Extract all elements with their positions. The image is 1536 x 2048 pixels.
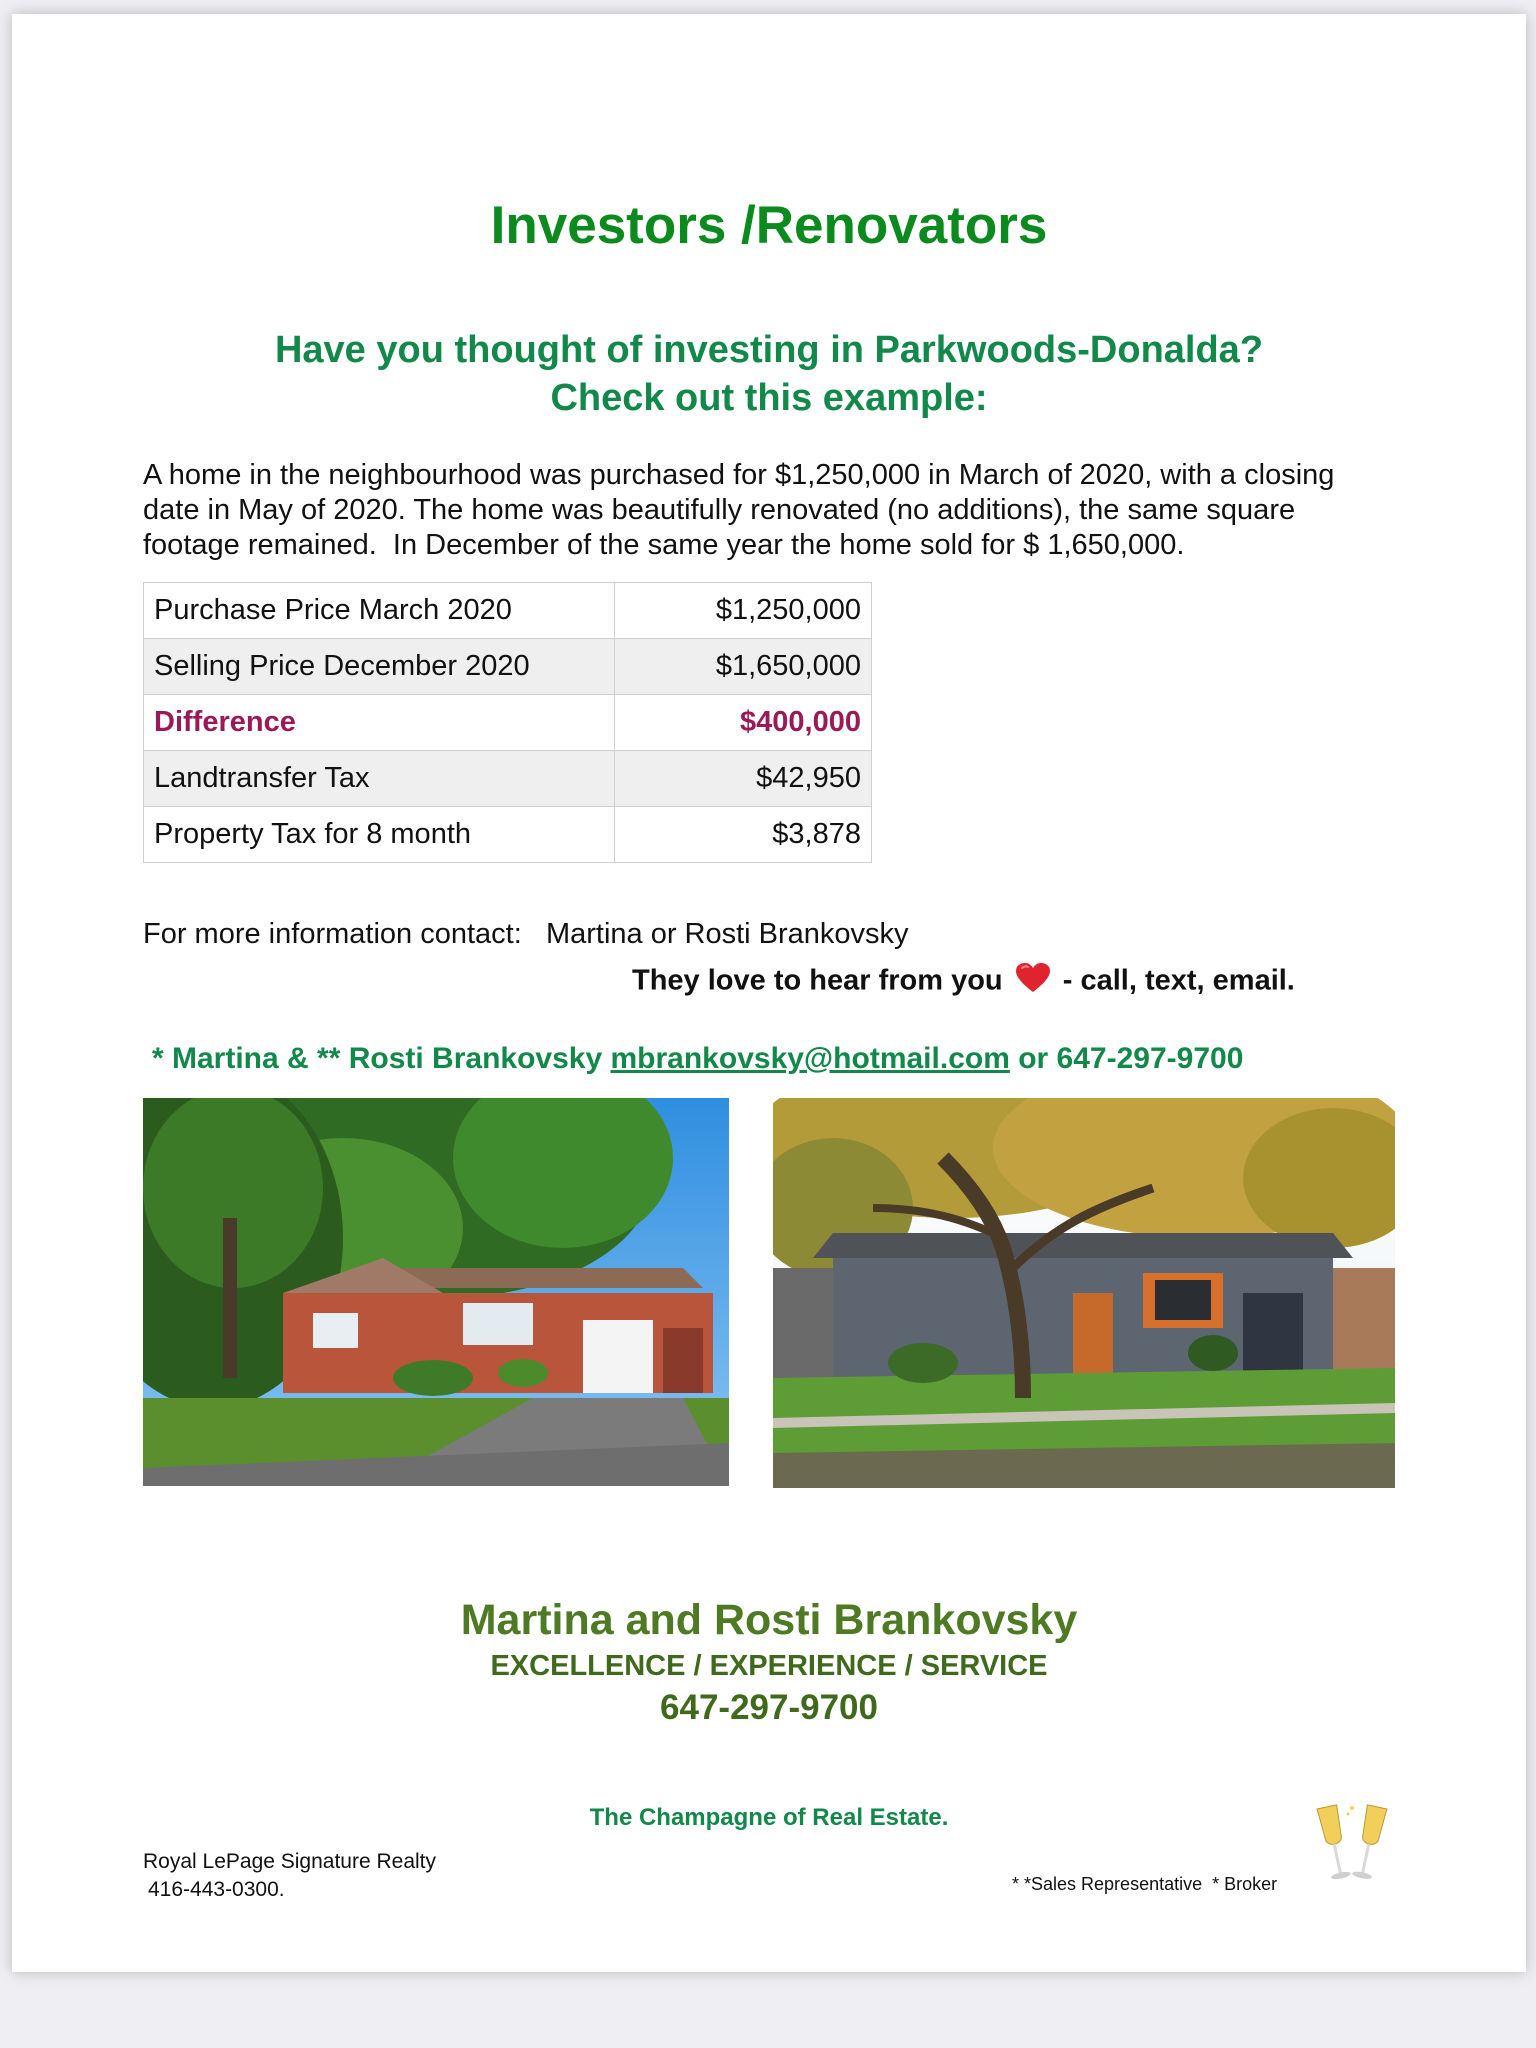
table-value: $1,250,000: [615, 583, 872, 639]
love-text: They love to hear from you: [632, 964, 1003, 997]
heart-icon: [1015, 962, 1051, 1002]
intro-line-2: date in May of 2020. The home was beautifully renovated (no additions), the same square: [143, 494, 1296, 526]
agent-motto: EXCELLENCE / EXPERIENCE / SERVICE: [490, 1650, 1048, 1682]
agent-names: Martina and Rosti Brankovsky: [460, 1596, 1078, 1644]
company-name: Royal LePage Signature Realty: [143, 1850, 437, 1873]
contact-methods: - call, text, email.: [1062, 964, 1295, 997]
house-after-photo: [773, 1098, 1395, 1488]
agent-phone: 647-297-9700: [660, 1688, 878, 1727]
table-label: Difference: [144, 695, 615, 751]
contact-label: For more information contact:: [143, 918, 522, 950]
price-table: [143, 582, 872, 863]
intro-paragraph: [143, 458, 1403, 563]
table-value: $3,878: [615, 807, 872, 863]
email-link[interactable]: mbrankovsky@hotmail.com: [610, 1042, 1010, 1075]
champagne-glasses-icon: [1314, 1800, 1390, 1901]
table-row: [144, 751, 872, 807]
tagline: The Champagne of Real Estate.: [589, 1804, 949, 1831]
email-line-names: * Martina & ** Rosti Brankovsky: [152, 1042, 603, 1075]
intro-line-3: footage remained. In December of the same year the home sold for $ 1,650,000.: [143, 529, 1185, 561]
table-row: [144, 807, 872, 863]
email-line-phone: or 647-297-9700: [1018, 1042, 1244, 1075]
company-phone: 416-443-0300.: [148, 1878, 285, 1901]
subtitle-line-2: Check out this example:: [550, 377, 988, 419]
house-before-photo: [143, 1098, 729, 1486]
page-subtitle: [12, 326, 1526, 422]
table-value: $400,000: [615, 695, 872, 751]
intro-line-1: A home in the neighbourhood was purchased for $1,250,000 in March of 2020, with a closing: [143, 459, 1335, 491]
contact-names: Martina or Rosti Brankovsky: [545, 918, 909, 950]
love-line: [632, 962, 1295, 1002]
company-info: [143, 1848, 436, 1904]
page-title: Investors /Renovators: [490, 196, 1048, 255]
table-value: $42,950: [615, 751, 872, 807]
table-label: Landtransfer Tax: [144, 751, 615, 807]
table-label: Selling Price December 2020: [144, 639, 615, 695]
table-value: $1,650,000: [615, 639, 872, 695]
table-label: Property Tax for 8 month: [144, 807, 615, 863]
role-legend: * *Sales Representative * Broker: [1012, 1874, 1278, 1894]
contact-line: [143, 918, 909, 951]
table-row: [144, 639, 872, 695]
table-row: [144, 583, 872, 639]
subtitle-line-1: Have you thought of investing in Parkwoods-Donalda?: [274, 329, 1264, 371]
flyer-page: [12, 14, 1526, 1972]
table-row-difference: [144, 695, 872, 751]
table-label: Purchase Price March 2020: [144, 583, 615, 639]
email-line: [152, 1042, 1243, 1076]
